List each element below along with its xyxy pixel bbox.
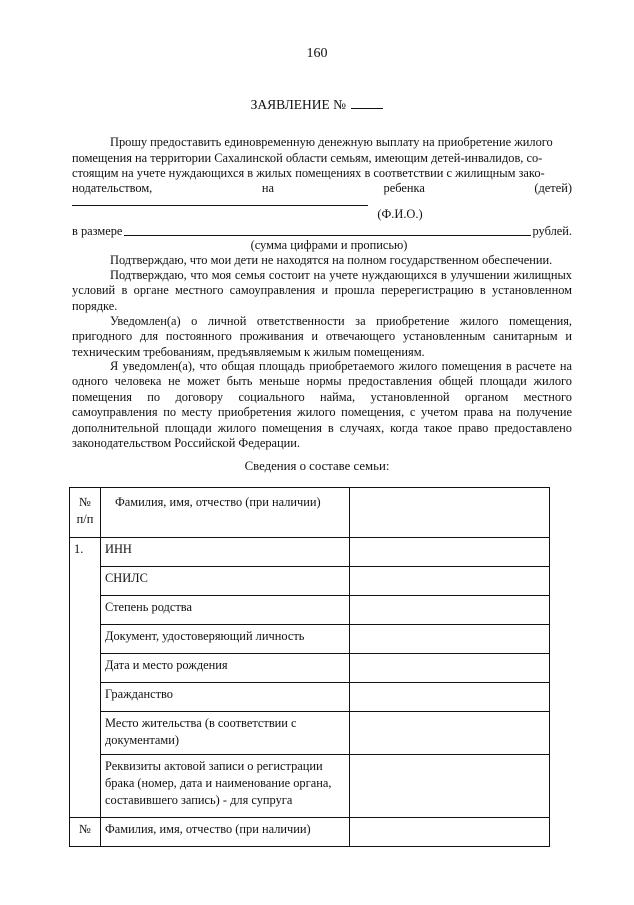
amount-caption: (сумма цифрами и прописью) xyxy=(250,238,408,252)
row-label-kinship: Степень родства xyxy=(101,596,350,625)
row-label-birth: Дата и место рождения xyxy=(101,654,350,683)
family-table xyxy=(69,487,550,847)
last-number-cell: № xyxy=(70,818,101,847)
paragraph-children-support: Подтверждаю, что мои дети не находятся на полном государственном обеспечении. xyxy=(110,253,553,267)
intro-word-children: (детей) xyxy=(534,181,572,195)
row-label-inn: ИНН xyxy=(101,538,350,567)
family-section-title: Сведения о составе семьи: xyxy=(244,459,390,473)
row-label-citizenship: Гражданство xyxy=(101,683,350,712)
table-row xyxy=(70,654,550,683)
row-value-birth[interactable] xyxy=(350,654,550,683)
intro-word-legislation: нодательством, xyxy=(72,181,153,195)
table-row xyxy=(70,755,550,818)
row-value-marriage-record[interactable] xyxy=(350,755,550,818)
row-value-citizenship[interactable] xyxy=(350,683,550,712)
paragraph-family-registration: Подтверждаю, что моя семья состоит на учете нуждающихся в улучшении жилищных условий в органе местного самоуправления и прошла перерегистрацию в установленном порядке. xyxy=(72,268,572,313)
intro-line-4 xyxy=(72,181,572,196)
header-name-cell: Фамилия, имя, отчество (при наличии) xyxy=(101,488,350,538)
intro-line-3-text: стоящим на учете нуждающихся в жилых помещениях в соответствии с жилищным зако- xyxy=(72,166,545,180)
header-value-cell[interactable] xyxy=(350,488,550,538)
row-value-identity-document[interactable] xyxy=(350,625,550,654)
table-header-row xyxy=(70,488,550,538)
intro-line-2 xyxy=(72,151,572,166)
intro-line-3 xyxy=(72,166,572,181)
table-row xyxy=(70,596,550,625)
amount-input-line[interactable] xyxy=(124,223,530,236)
title-text: ЗАЯВЛЕНИЕ № xyxy=(250,97,347,112)
row-value-residence[interactable] xyxy=(350,712,550,755)
table-row xyxy=(70,538,550,567)
paragraph-area-notice: Я уведомлен(а), что общая площадь приобретаемого жилого помещения в расчете на одного человека не может быть меньше нормы предоставления общей площади жилого помещения по договору социального найма, установленной органом местного самоуправления по месту приобретения жилого помещения, с учетом права на получение дополнительной площади жилого помещения в случаях, когда такое право предоставлено законодательством Российской Федерации. xyxy=(72,359,572,451)
amount-prefix: в размере xyxy=(72,224,123,238)
document-title xyxy=(0,96,634,113)
page-number: 160 xyxy=(306,46,328,61)
row-value-kinship[interactable] xyxy=(350,596,550,625)
row-label-identity-document: Документ, удостоверяющий личность xyxy=(101,625,350,654)
amount-suffix: рублей. xyxy=(532,224,572,238)
amount-row xyxy=(72,223,572,239)
table-row xyxy=(70,567,550,596)
row-label-snils: СНИЛС xyxy=(101,567,350,596)
intro-word-na: на xyxy=(261,181,274,195)
last-name-cell: Фамилия, имя, отчество (при наличии) xyxy=(101,818,350,847)
fio-caption: (Ф.И.О.) xyxy=(377,207,423,221)
table-row xyxy=(70,625,550,654)
fio-input-line[interactable] xyxy=(72,205,368,206)
header-number-cell: № п/п xyxy=(70,488,101,538)
intro-word-child: ребенка xyxy=(383,181,425,195)
last-value-cell[interactable] xyxy=(350,818,550,847)
table-row xyxy=(70,683,550,712)
intro-line-1: Прошу предоставить единовременную денежную выплату на приобретение жилого xyxy=(110,135,553,149)
row-value-inn[interactable] xyxy=(350,538,550,567)
application-number-blank[interactable] xyxy=(351,96,383,109)
row-number-cell: 1. xyxy=(70,538,101,818)
table-row xyxy=(70,712,550,755)
paragraph-responsibility: Уведомлен(а) о личной ответственности за приобретение жилого помещения, пригодного для постоянного проживания и отвечающего установленным санитарным и техническим требованиям, предъявляемым к жилым помещениям. xyxy=(72,314,572,359)
table-row xyxy=(70,818,550,847)
intro-line-2-text: помещения на территории Сахалинской области семьям, имеющим детей-инвалидов, со- xyxy=(72,151,543,165)
row-label-residence: Место жительства (в соответствии с документами) xyxy=(101,712,350,755)
row-label-marriage-record: Реквизиты актовой записи о регистрации брака (номер, дата и наименование органа, составившего запись) - для супруга xyxy=(101,755,350,818)
row-value-snils[interactable] xyxy=(350,567,550,596)
